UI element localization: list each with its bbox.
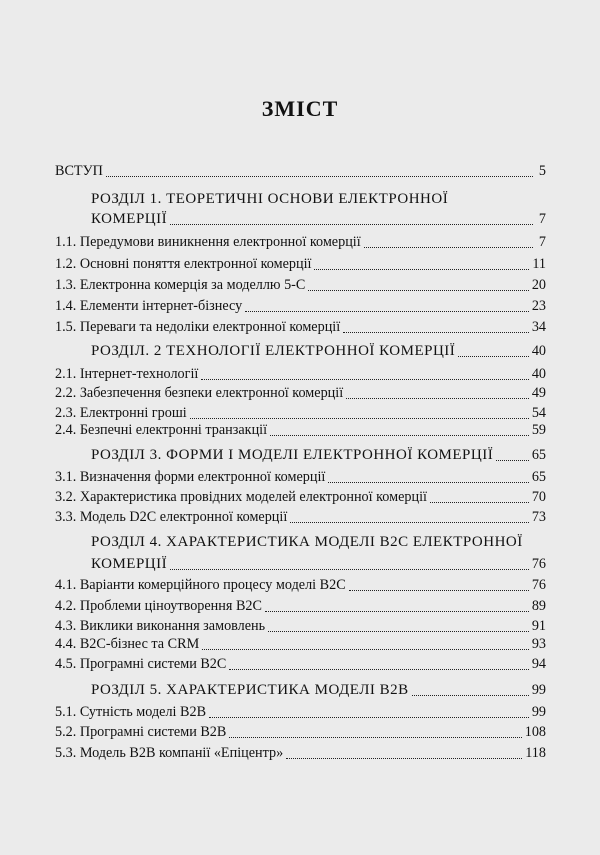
toc-section [55, 682, 546, 699]
dot-leader [170, 568, 529, 570]
dot-leader [290, 521, 529, 523]
toc-entry-page: 94 [531, 656, 546, 672]
toc-section-text: РОЗДІЛ 5. ХАРАКТЕРИСТИКА МОДЕЛІ B2B [91, 682, 409, 698]
toc-entry-text: 5.2. Програмні системи B2B [55, 724, 227, 740]
toc-entry-text: 2.3. Електронні гроші [55, 405, 187, 421]
toc-entry [55, 319, 546, 336]
toc-entry-page: 34 [531, 319, 546, 335]
dot-leader [265, 610, 529, 612]
dot-leader [314, 268, 529, 270]
toc-entry [55, 656, 546, 673]
toc-section-text: КОМЕРЦІЇ [91, 556, 168, 572]
toc-entry-text: 4.4. B2C-бізнес та CRM [55, 636, 200, 652]
toc-entry-page: 73 [531, 509, 546, 525]
dot-leader [458, 355, 529, 357]
toc-entry-text: 3.3. Модель D2C електронної комерції [55, 509, 288, 525]
dot-leader [106, 175, 533, 177]
toc-entry-page: 76 [531, 577, 546, 593]
toc-entry-text: 1.1. Передумови виникнення електронної комерції [55, 234, 361, 250]
toc-entry-text: 1.3. Електронна комерція за моделлю 5-С [55, 277, 306, 293]
dot-leader [209, 716, 529, 718]
toc-entry [55, 618, 546, 635]
toc-entry-text: 1.2. Основні поняття електронної комерції [55, 256, 312, 272]
toc-entry [55, 724, 546, 741]
dot-leader [286, 757, 522, 759]
toc-entry [55, 469, 546, 486]
dot-leader [412, 694, 529, 696]
dot-leader [170, 223, 533, 225]
toc-entry-page: 65 [531, 469, 546, 485]
toc-entry [55, 405, 546, 422]
toc-entry-page: 76 [531, 556, 546, 572]
toc-entry-text: 5.1. Сутність моделі B2B [55, 704, 207, 720]
dot-leader [229, 668, 528, 670]
toc-entry-page: 89 [531, 598, 546, 614]
toc-entry-text: 4.3. Виклики виконання замовлень [55, 618, 266, 634]
toc-entry-text: 2.1. Інтернет-технології [55, 366, 199, 382]
toc-section-text: РОЗДІЛ 3. ФОРМИ І МОДЕЛІ ЕЛЕКТРОННОЇ КОМЕРЦІЇ [91, 447, 494, 463]
toc-entry [55, 704, 546, 721]
dot-leader [245, 310, 529, 312]
toc-entry-text: 4.1. Варіанти комерційного процесу моделі B2C [55, 577, 346, 593]
toc-entry [55, 298, 546, 315]
toc-entry [55, 163, 546, 180]
dot-leader [496, 459, 529, 461]
toc-entry [55, 577, 546, 594]
dot-leader [346, 397, 529, 399]
toc-entry-page: 108 [524, 724, 546, 740]
toc-section [55, 447, 546, 464]
toc-entry-page: 65 [531, 447, 546, 463]
toc-entry [55, 277, 546, 294]
toc-entry-text: 3.1. Визначення форми електронної комерції [55, 469, 326, 485]
toc-entry-page: 91 [531, 618, 546, 634]
toc-entry [55, 385, 546, 402]
section-heading-line1: РОЗДІЛ 1. ТЕОРЕТИЧНІ ОСНОВИ ЕЛЕКТРОННОЇ [91, 191, 449, 207]
toc-entry-page: 11 [532, 256, 546, 272]
dot-leader [202, 648, 529, 650]
toc-entry-page: 59 [531, 422, 546, 438]
toc-entry [55, 745, 546, 762]
toc-entry [55, 598, 546, 615]
dot-leader [190, 417, 529, 419]
dot-leader [364, 246, 533, 248]
toc-entry-page: 7 [538, 211, 546, 227]
toc-entry-text: 1.5. Переваги та недоліки електронної комерції [55, 319, 341, 335]
toc-entry-page: 40 [531, 366, 546, 382]
toc-entry-page: 23 [531, 298, 546, 314]
toc-entry-page: 5 [538, 163, 546, 179]
dot-leader [270, 434, 529, 436]
toc-entry-text: 2.2. Забезпечення безпеки електронної комерції [55, 385, 344, 401]
toc-section [55, 211, 546, 228]
toc-entry-page: 93 [531, 636, 546, 652]
toc-entry [55, 636, 546, 653]
toc-section [55, 343, 546, 360]
toc-entry-text: 4.2. Проблеми ціноутворення B2C [55, 598, 262, 614]
dot-leader [343, 331, 529, 333]
dot-leader [430, 501, 529, 503]
dot-leader [229, 736, 521, 738]
toc-entry-text: 3.2. Характеристика провідних моделей електронної комерції [55, 489, 427, 505]
toc-entry-page: 49 [531, 385, 546, 401]
toc-section-text: РОЗДІЛ. 2 ТЕХНОЛОГІЇ ЕЛЕКТРОННОЇ КОМЕРЦІЇ [91, 343, 456, 359]
toc-entry-text: 4.5. Програмні системи B2C [55, 656, 227, 672]
toc-entry-page: 7 [538, 234, 546, 250]
toc-entry [55, 366, 546, 383]
dot-leader [328, 481, 528, 483]
dot-leader [268, 630, 529, 632]
toc-section [55, 556, 546, 573]
toc-entry-text: 5.3. Модель B2B компанії «Епіцентр» [55, 745, 284, 761]
toc-entry-text: 1.4. Елементи інтернет-бізнесу [55, 298, 243, 314]
toc-entry-page: 20 [531, 277, 546, 293]
toc-entry-page: 54 [531, 405, 546, 421]
toc-entry [55, 234, 546, 251]
toc-entry [55, 509, 546, 526]
toc-section-text: КОМЕРЦІЇ [91, 211, 168, 227]
dot-leader [349, 589, 529, 591]
toc-entry-page: 70 [531, 489, 546, 505]
dot-leader [201, 378, 528, 380]
dot-leader [308, 289, 528, 291]
toc-entry [55, 422, 546, 439]
toc-entry-text: ВСТУП [55, 163, 103, 179]
section-heading-line1: РОЗДІЛ 4. ХАРАКТЕРИСТИКА МОДЕЛІ B2C ЕЛЕКТРОННОЇ [91, 534, 523, 550]
toc-entry [55, 489, 546, 506]
toc-entry-page: 99 [531, 682, 546, 698]
toc-entry [55, 256, 546, 273]
page-title: ЗМІСТ [261, 96, 339, 121]
toc-entry-page: 99 [531, 704, 546, 720]
toc-entry-page: 118 [525, 745, 546, 761]
toc-entry-page: 40 [531, 343, 546, 359]
toc-entry-text: 2.4. Безпечні електронні транзакції [55, 422, 268, 438]
